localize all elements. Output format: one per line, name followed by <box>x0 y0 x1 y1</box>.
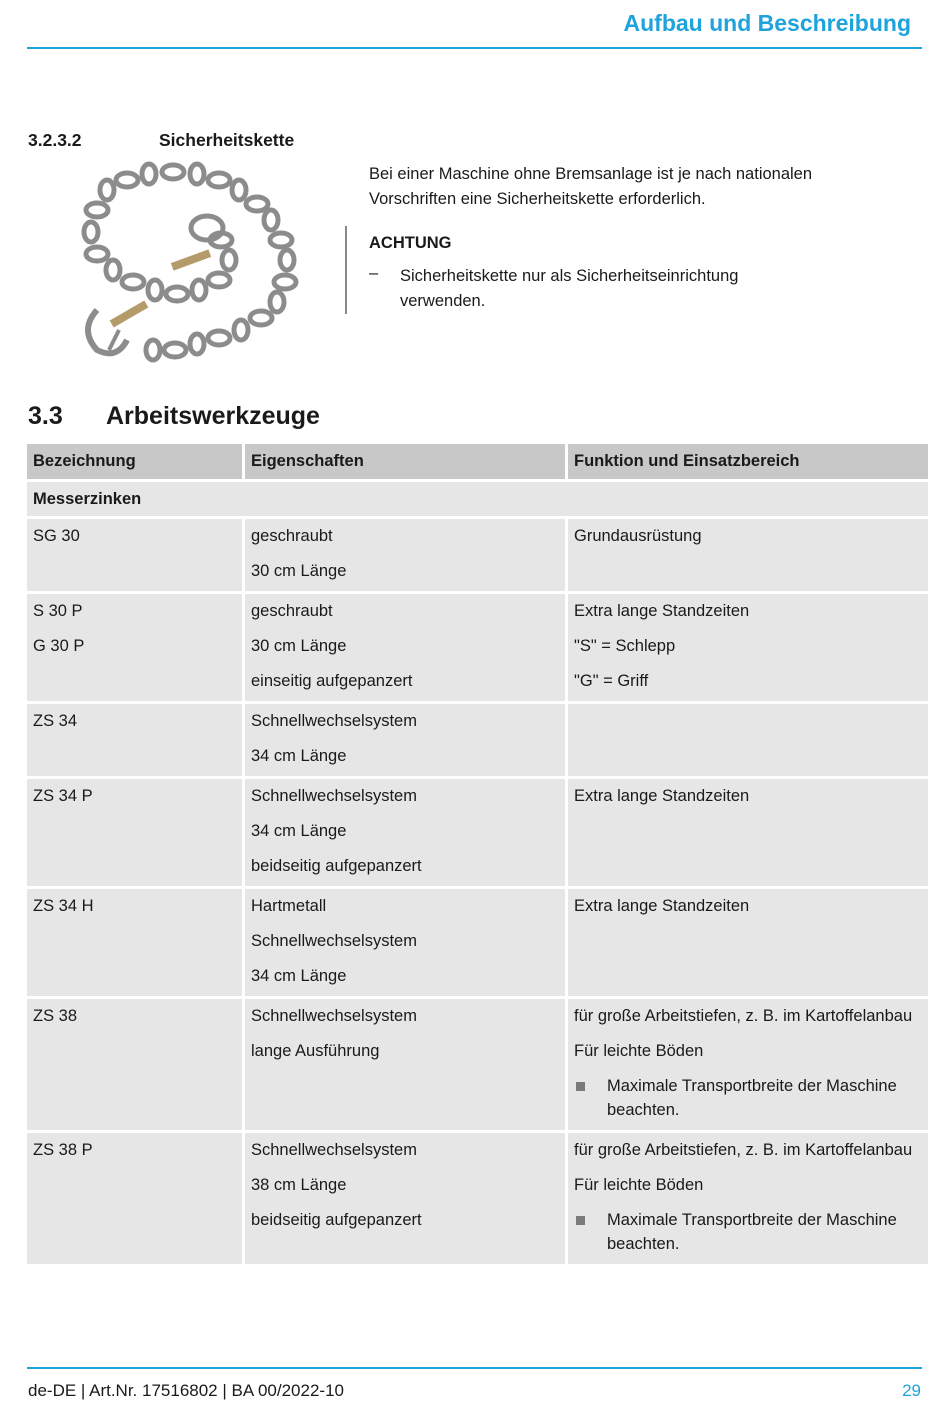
cell-funktion <box>568 889 928 996</box>
warning-bar <box>345 226 347 314</box>
cell-eigenschaften <box>245 1133 565 1264</box>
cell-line: "S" = Schlepp <box>574 637 676 655</box>
bullet-item <box>574 1208 922 1256</box>
cell-funktion <box>568 779 928 886</box>
cell-line: S 30 P <box>33 602 83 620</box>
cell-funktion <box>568 519 928 591</box>
safety-chain-image <box>57 160 319 378</box>
group-label: Messerzinken <box>27 482 928 516</box>
cell-line: Hartmetall <box>251 897 327 915</box>
cell-bezeichnung <box>27 889 242 996</box>
cell-line: 34 cm Länge <box>251 967 347 985</box>
cell-bezeichnung <box>27 704 242 776</box>
footer-rule <box>27 1367 922 1369</box>
cell-line: "G" = Griff <box>574 672 649 690</box>
cell-line: beidseitig aufgepanzert <box>251 1211 422 1229</box>
cell-line: Für leichte Böden <box>574 1176 704 1194</box>
cell-bezeichnung <box>27 519 242 591</box>
cell-line: 30 cm Länge <box>251 637 347 655</box>
cell-line: lange Ausführung <box>251 1042 380 1060</box>
table-row <box>27 999 928 1130</box>
intro-text: Bei einer Maschine ohne Bremsanlage ist je nach nationalen Vorschriften eine Sicherheitskette erforderlich. <box>369 165 813 208</box>
table-row <box>27 704 928 776</box>
cell-line: ZS 34 P <box>33 787 93 805</box>
header-funktion: Funktion und Einsatzbereich <box>568 444 928 479</box>
cell-line: Schnellwechselsystem <box>251 1141 417 1159</box>
cell-eigenschaften <box>245 889 565 996</box>
cell-funktion <box>568 1133 928 1264</box>
cell-line: für große Arbeitstiefen, z. B. im Kartoffelanbau <box>574 1007 913 1025</box>
cell-bezeichnung <box>27 1133 242 1264</box>
cell-eigenschaften <box>245 999 565 1130</box>
cell-bezeichnung <box>27 594 242 701</box>
cell-eigenschaften <box>245 519 565 591</box>
table-row <box>27 889 928 996</box>
square-bullet-icon <box>576 1082 585 1091</box>
bullet-text: Maximale Transportbreite der Maschine beachten. <box>607 1077 897 1119</box>
cell-line: Grundausrüstung <box>574 527 702 545</box>
cell-line: G 30 P <box>33 637 85 655</box>
page-number: 29 <box>902 1381 921 1400</box>
footer-doc-info: de-DE | Art.Nr. 17516802 | BA 00/2022-10 <box>28 1381 344 1400</box>
section-number: 3.3 <box>28 402 63 430</box>
cell-line: Schnellwechselsystem <box>251 1007 417 1025</box>
subsection-number: 3.2.3.2 <box>28 130 82 150</box>
cell-eigenschaften <box>245 779 565 886</box>
cell-line: geschraubt <box>251 602 333 620</box>
cell-line: ZS 38 <box>33 1007 78 1025</box>
cell-funktion <box>568 594 928 701</box>
table-row <box>27 594 928 701</box>
cell-line: Schnellwechselsystem <box>251 787 417 805</box>
warning-dash: – <box>369 264 379 282</box>
cell-line: 34 cm Länge <box>251 747 347 765</box>
section-title: Arbeitswerkzeuge <box>106 402 320 430</box>
cell-line: 38 cm Länge <box>251 1176 347 1194</box>
cell-bezeichnung <box>27 999 242 1130</box>
cell-line: ZS 34 H <box>33 897 94 915</box>
table-row <box>27 779 928 886</box>
cell-line: Schnellwechselsystem <box>251 712 417 730</box>
cell-line: 30 cm Länge <box>251 562 347 580</box>
cell-line: Extra lange Standzeiten <box>574 787 750 805</box>
warning-text: Sicherheitskette nur als Sicherheitseinrichtung verwenden. <box>400 267 739 310</box>
subsection-title: Sicherheitskette <box>159 130 295 150</box>
bullet-item <box>574 1074 922 1122</box>
header-eigenschaften: Eigenschaften <box>245 444 565 479</box>
cell-line: für große Arbeitstiefen, z. B. im Kartoffelanbau <box>574 1141 913 1159</box>
cell-bezeichnung <box>27 779 242 886</box>
cell-line: Extra lange Standzeiten <box>574 897 750 915</box>
cell-line: einseitig aufgepanzert <box>251 672 413 690</box>
table-row <box>27 519 928 591</box>
cell-funktion <box>568 704 928 776</box>
tools-table <box>24 441 931 1267</box>
cell-eigenschaften <box>245 594 565 701</box>
cell-funktion <box>568 999 928 1130</box>
group-row <box>27 482 928 516</box>
table-row <box>27 1133 928 1264</box>
cell-line: ZS 38 P <box>33 1141 93 1159</box>
cell-line: beidseitig aufgepanzert <box>251 857 422 875</box>
cell-line: Extra lange Standzeiten <box>574 602 750 620</box>
bullet-text: Maximale Transportbreite der Maschine beachten. <box>607 1211 897 1253</box>
cell-eigenschaften <box>245 704 565 776</box>
warning-title: ACHTUNG <box>369 234 452 252</box>
cell-line: Für leichte Böden <box>574 1042 704 1060</box>
square-bullet-icon <box>576 1216 585 1225</box>
header-bezeichnung: Bezeichnung <box>27 444 242 479</box>
cell-line: geschraubt <box>251 527 333 545</box>
cell-line: ZS 34 <box>33 712 78 730</box>
cell-line: 34 cm Länge <box>251 822 347 840</box>
chapter-title: Aufbau und Beschreibung <box>623 10 911 36</box>
table-header-row <box>27 444 928 479</box>
header-rule <box>27 47 922 49</box>
cell-line: SG 30 <box>33 527 80 545</box>
cell-line: Schnellwechselsystem <box>251 932 417 950</box>
